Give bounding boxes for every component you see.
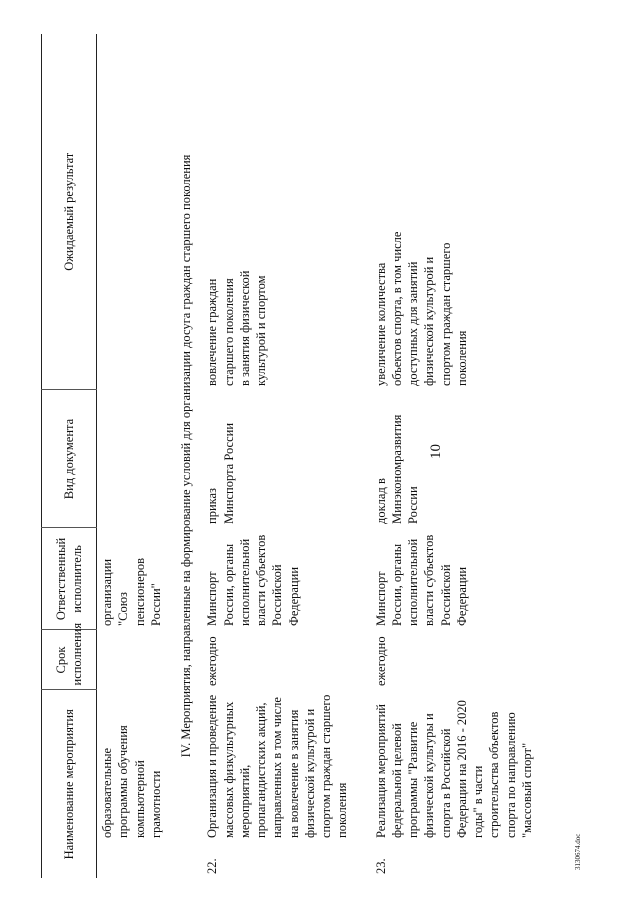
header-doc-type: Вид документа [42,390,97,528]
row-responsible: Минспорт России, органы исполнительной власти субъектов Российской Федерации [373,534,469,626]
continuation-row [97,34,173,878]
table-header-row [42,34,97,878]
row-responsible: Минспорт России, органы исполнительной власти субъектов Российской Федерации [205,534,301,626]
header-responsible: Ответственный исполнитель [42,528,97,630]
row-result: вовлечение граждан старшего поколения в занятия физической культурой и спортом [205,270,268,386]
continuation-term [97,630,173,690]
continuation-result [97,34,173,390]
row-term: ежегодно [373,636,388,686]
header-term: Срок исполнения [42,630,97,690]
row-name: Организация и проведение массовых физкультурных мероприятий, пропагандистских акций, направленных в том числе на вовлечение в занятия физической культурой и спортом граждан старшего поколения [205,694,350,838]
row-term: ежегодно [205,636,220,686]
continuation-num [97,842,173,878]
header-result: Ожидаемый результат [61,152,76,271]
row-name: Реализация мероприятий федеральной целевой программы "Развитие физической культуры и спорта в Российской Федерации на 2016 - 2020 годы" в части строительства объектов спорта по направлению "массовый спорт" [373,700,534,838]
continuation-name: образовательные программы обучения компьютерной грамотности [100,725,163,838]
row-result: увеличение количества объектов спорта, в том числе доступных для занятий физической культурой и спортом граждан старшего поколения [373,231,469,386]
row-number: 23. [373,858,388,874]
row-doc-type: доклад в Минэкономразвития России [373,414,420,524]
continuation-doc-type [97,390,173,528]
row-doc-type: приказ Минспорта России [205,422,236,524]
table-row [200,34,370,878]
rotated-page-content [41,34,581,878]
page-number: 10 [428,444,444,459]
header-name: Наименование мероприятия [42,690,97,878]
continuation-responsible: организации "Союз пенсионеров России" [100,557,163,626]
section-row [172,34,200,878]
row-number: 22. [205,858,220,874]
section-title: IV. Мероприятия, направленные на формирование условий для организации досуга граждан старшего поколения [179,154,193,758]
document-id: 3130674.doc [574,833,582,870]
table-row [371,34,538,878]
measures-table [41,34,537,878]
